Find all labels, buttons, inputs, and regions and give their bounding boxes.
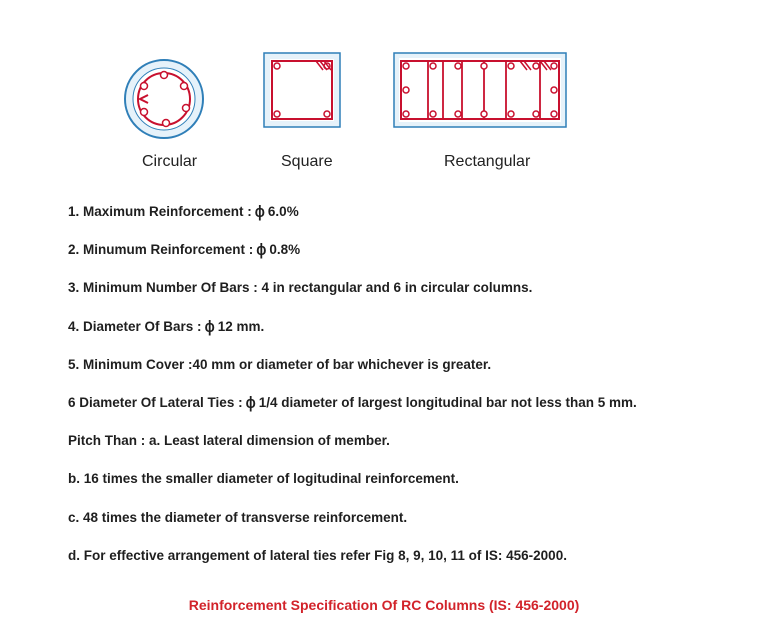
rebar: [508, 63, 514, 69]
rebar: [181, 83, 188, 90]
circular-column-section: [125, 60, 203, 138]
rebar: [533, 63, 539, 69]
label-square: Square: [281, 153, 333, 170]
rebar: [403, 111, 409, 117]
spec-line-8: b. 16 times the smaller diameter of logitudinal reinforcement.: [68, 471, 459, 486]
diameter-symbol: ɸ: [256, 240, 267, 259]
rebar: [141, 83, 148, 90]
rebar: [274, 111, 280, 117]
rebar: [403, 63, 409, 69]
figure-caption: Reinforcement Specification Of RC Columns (IS: 456-2000): [188, 597, 580, 613]
square-column-section: [264, 53, 340, 127]
diameter-symbol: ɸ: [204, 317, 215, 336]
spec-line-4: 4. Diameter Of Bars : ɸ 12 mm.: [68, 317, 265, 336]
diameter-symbol: ɸ: [245, 393, 256, 412]
rebar: [403, 87, 409, 93]
column-sections-svg: [0, 0, 768, 150]
spec-line-2: 2. Minumum Reinforcement : ɸ 0.8%: [68, 240, 301, 259]
rebar: [455, 111, 461, 117]
spec-line-10: d. For effective arrangement of lateral ties refer Fig 8, 9, 10, 11 of IS: 456-2000.: [68, 548, 567, 563]
spec-line-9: c. 48 times the diameter of transverse reinforcement.: [68, 510, 408, 525]
rebar: [551, 63, 557, 69]
rebar: [551, 111, 557, 117]
rebar: [141, 109, 148, 116]
rebar: [324, 111, 330, 117]
rectangular-column-section: [394, 53, 566, 127]
spec-line-3: 3. Minimum Number Of Bars : 4 in rectangular and 6 in circular columns.: [68, 280, 533, 295]
rebar: [481, 63, 487, 69]
rebar: [551, 87, 557, 93]
spec-line-7: Pitch Than : a. Least lateral dimension of member.: [68, 433, 390, 448]
label-rectangular: Rectangular: [444, 153, 531, 170]
rebar: [481, 111, 487, 117]
rebar: [455, 63, 461, 69]
rebar: [183, 105, 190, 112]
rebar: [163, 120, 170, 127]
rebar: [161, 72, 168, 79]
label-circular: Circular: [142, 153, 198, 170]
rebar: [274, 63, 280, 69]
spec-line-5: 5. Minimum Cover :40 mm or diameter of bar whichever is greater.: [68, 357, 492, 372]
rebar: [533, 111, 539, 117]
spec-line-6: 6 Diameter Of Lateral Ties : ɸ 1/4 diameter of largest longitudinal bar not less than 5 mm.: [68, 393, 637, 412]
rebar: [430, 111, 436, 117]
spec-line-1: 1. Maximum Reinforcement : ɸ 6.0%: [68, 202, 299, 221]
column-diagram: [0, 0, 768, 150]
rebar: [430, 63, 436, 69]
rebar: [508, 111, 514, 117]
diameter-symbol: ɸ: [254, 202, 265, 221]
